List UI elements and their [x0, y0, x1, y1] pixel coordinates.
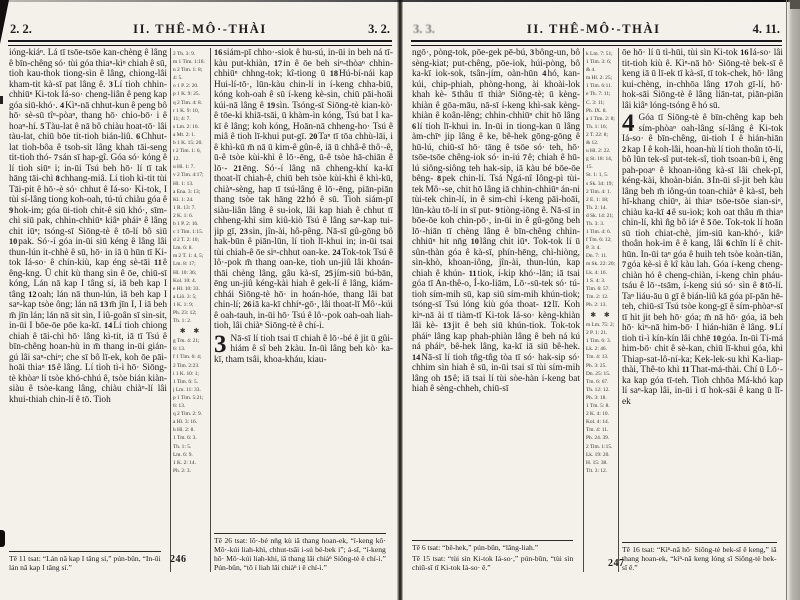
- verse-text: ê êng-kng. Ū chit kù thang sìn ê ōe, chiū-sī kóng, Lán nā kap I tâng sí, iā beh kap I tâng: [9, 258, 167, 300]
- verse-text: Tàu-lat ê nā bô chiàu hoat-tō· lâi tàu-lat, chiū bōe tit-tioh bián-liû.: [9, 121, 167, 142]
- verse-text: sìn. Tsóng-sī Siōng-tè kian-kò· ê tōe-ki khiā-tsāi, ū khàm-ìn kóng, Tsú bat I ka-kī ê lâng; koh kóng, Hoān-nā chheng-ho· Tsú ê miâ ê tioh lī-khui put-gī.: [214, 100, 393, 142]
- reference-entry: Tit. 3: 12.: [586, 467, 608, 474]
- reference-entry: 1 K. 2: 14.: [173, 459, 196, 466]
- reference-entry: Th. 12: 12.: [586, 386, 610, 393]
- verse-paragraph: [214, 48, 393, 332]
- reference-entry: 2 P. 1: 21.: [586, 330, 608, 337]
- reference-entry: t 2 Tim. 1: 6,: [173, 148, 201, 155]
- verse-number: 16: [740, 48, 749, 57]
- reference-entry: 12.: [173, 156, 180, 163]
- verse-paragraph: [622, 110, 783, 407]
- verse-text: ngō·, pòng-tok, pōe-gek pē-bú,: [412, 48, 528, 58]
- verse-text: oah; lán nā thun-lún, iā beh kap I saⁿ-kap tsòe ông; lán nā: [9, 289, 167, 310]
- verse-number: 10: [9, 237, 18, 246]
- reference-entry: g Tm. 4: 21;: [173, 338, 200, 345]
- verse-text: Iá-so· lâi tit-tioh kiù ê. Kìⁿ-nā hō· Siōng-tè bek-sī ê keng iā ū lī-ek tī kà-sī, tī tok-chek, hō· lâng kui-chèng, in-chhōa lâng: [622, 48, 783, 90]
- reference-entry: Lm. 6: 8.: [173, 245, 193, 252]
- reference-entry: 1 Tim. 6: 3.: [586, 338, 612, 345]
- reference-entry: q 2 Tim. 2: 9.: [173, 411, 203, 418]
- text-column: [622, 48, 783, 572]
- verse-text: Hú-bí-nái kap Hui-lí-tō·, lūn-kàu chin-lí in í-keng chha-biū, kóng koh-oah ê sū í-keng kè-sin, chiū pāi-hoāi kúi-nā lâng ê: [214, 69, 393, 111]
- verse-text: thâu tī thiàⁿ Siōng-tè; ū kèng-khiàn ê gōa-māu, nā-sī í-keng khì-sak kèng-khiàn ê koân-lêng; chhin-chhiūⁿ chit hō lâng: [412, 90, 580, 121]
- scripture-text: [622, 48, 783, 542]
- page-end-reference: 3. 2.: [368, 22, 390, 36]
- reference-entry: Lm. 6: 9.: [173, 451, 193, 458]
- verse-number: 10: [470, 237, 479, 246]
- right-page-body: [412, 48, 783, 572]
- verse-text: pek chin-lí. Tsá Ngá-nî Iông-pì tùi-tek Mô·-se, chit hō lâng iā chhin-chhiūⁿ án-ni tùi-tek chin-lí, in ê sim-chì í-keng pāi-hoāi, lūn-kàu tō-lí in sī put-: [412, 174, 580, 216]
- verse-number: 17: [273, 58, 283, 68]
- reference-entry: P. 3: 4.: [586, 245, 601, 252]
- reference-entry: Tm. 2: 12.: [586, 293, 609, 300]
- verse-text: ōe. Tok-tok lí hoān sū tioh chiat-chè, jím-siū kan-khó·, kiâⁿ thoân hok-im ê ê kang, lâi: [622, 218, 783, 249]
- reference-entry: 1 K. 1: 9;: [173, 301, 194, 308]
- verse-text: iā ka-kī chhíⁿ-gō·, lâi thoat-lī Mô·-kúi ê oah-tauh, in-ūi hō· Tsú ê lô·-pok oah-oah liah-tioh, lâi chiàⁿ Siōng-tè ê chí-ì.: [214, 300, 393, 331]
- reference-entry: v 2 Tim. 4:17;: [173, 172, 204, 179]
- verse-text: Tok-tok Tsú ê lô·-pok m̄ thang oan-ke, tioh un-jiû lâi khoán-thāi chèng lâng, gâu kà-sī,: [214, 247, 393, 279]
- reference-entry: 1 Tim. 6: 5.: [173, 378, 199, 385]
- reference-entry: Ph. 24. 39.: [586, 435, 610, 442]
- verse-number: 14: [104, 321, 113, 330]
- verse-text: tō-lí. Taⁿ liáu-āu ū gī ê bián-liû kā góa pī-pān hē-teh, chiū-sī Tsú tsòe kong-gī ê sím-phòaⁿ-sī tī hit jit beh hō· góa; m̄ nā hō· góa, iā beh hō· kìⁿ-nā him-bō· I hián-hiān ê lâng.: [622, 281, 783, 333]
- reference-entry: Kl. 1: 24.: [173, 196, 194, 203]
- reference-entry: Tm. 6: 67.: [586, 378, 609, 385]
- reference-entry: f Tm. 6: 12;: [586, 237, 612, 244]
- reference-entry: p 1 Tim. 5:21;: [173, 394, 204, 401]
- scripture-text: [412, 48, 580, 540]
- verse-text: hok-im; góa ūi-tioh chit-ê siū khó·, sīm-chì siū pak, chhin-chhiūⁿ kiâⁿ pháiⁿ ê lâng chit iūⁿ; tsóng-sī Siōng-tè ê tō-lí bô siū: [9, 205, 167, 237]
- page-end-reference: 4. 11.: [752, 22, 780, 36]
- reference-entry: 1 Tim. 4: 6.: [586, 229, 612, 236]
- reference-entry: 6: 13.: [173, 403, 186, 410]
- verse-number: 7: [622, 260, 627, 269]
- reference-entry: Tm. 4: 11.: [586, 427, 609, 434]
- verse-text: jit ê beh siū khún-tiok. Tok-tok pháiⁿ lâng kap phah-phiàn lâng ê beh ná kú ná pháiⁿ, bê-hek lâng, ka-kī iā siū bê-hek.: [412, 321, 580, 352]
- verse-number: 7: [53, 153, 59, 162]
- verse: [412, 48, 530, 58]
- reference-entry: H. 15: 38.: [586, 459, 608, 466]
- verse-number: 2: [622, 144, 627, 154]
- reference-entry: 1 Tim. 6:11.: [586, 83, 613, 90]
- reference-entry: 2 Tim. 4: 1.: [586, 188, 612, 195]
- reference-entry: j Lm. 11: 33.: [173, 386, 201, 393]
- verse-number: 12: [28, 289, 37, 299]
- reference-entry: ✱ ✱: [590, 311, 613, 319]
- scan-edge-mark: [0, 96, 3, 104]
- verse-number: 9: [495, 205, 500, 215]
- cross-references-column: [170, 48, 211, 572]
- reference-entry: 2 T. 22: 8;: [586, 131, 608, 138]
- verse-text: Góa tī Siōng-tè ê bīn-chêng kap beh sím-phòaⁿ oah-lâng sí-lâng ê Ki-tok Iá-so· ê bīn-chêng, ūi-tioh I ê hián-hiān: [622, 113, 783, 144]
- reference-entry: Ph. IX. 8.: [586, 107, 607, 114]
- left-page-body: [9, 48, 393, 572]
- verse-number: 5: [451, 90, 457, 99]
- reference-entry: b 1 K. 15: 20.: [173, 140, 203, 147]
- verse-number: 22: [296, 195, 306, 204]
- footnote: Tē 26 tsat: lō·-bé nn̄g kù iā thang hoan-ek, “í-keng kō· Mô·-kúi liah-khì, chhut-tsāi i-sú bé-bek i”; á-sī, “í-keng hō· Mô·-kúi liah-khì, iā thang lâi chiàⁿ Siōng-tè ê chí-ì.” Pún-bûn, “tō í liah lâi chiàⁿ i ê chí-ì.”: [214, 536, 386, 572]
- verse-text: hó, kan-kúi, chip-phiah, phòng-hong, ài khoài-lok khah kè-: [412, 69, 580, 100]
- verse-number: 8: [55, 174, 60, 183]
- reference-entry: & 12.: [586, 140, 599, 147]
- reference-entry: p 1 K. 9: 25.: [173, 91, 200, 98]
- verse-text: chhang-miâ. Lí tioh kì-tit tùi Tāi-pit ê hō·-è só· chhut ê Iá-so· Ki-tok, I tùi sí-lâng tiong koh-oah, tú-tú chiàu góa ê: [9, 174, 167, 205]
- reference-entry: 1 Tim. 3: 6;: [586, 59, 612, 66]
- verse-number: 16: [214, 48, 223, 57]
- verse-number: 11: [468, 268, 477, 278]
- chapter-number: 3: [214, 330, 227, 358]
- verse-text: lī. Koh kìⁿ-nā ài tī tiàm-tī Ki-tok Iá-so· kèng-khiàn lâi kè-: [412, 300, 580, 331]
- header-rule: [411, 40, 782, 46]
- verse-number: 3: [706, 176, 712, 185]
- reference-entry: i 1 K. 10: 1;: [173, 370, 199, 377]
- reference-entry: C. 3: 11;: [586, 99, 605, 106]
- footnotes: [622, 542, 777, 572]
- verse-text: m̄ jīn I, I iā beh m̄ jīn lán; lán nā sit sìn, I iû-goân sī sìn-sit, in-ūi I bōe-ōe pōe ka-kī.: [9, 300, 167, 331]
- scan-edge-mark: [0, 530, 5, 547]
- reference-entry: & 4.: [586, 67, 596, 74]
- right-page-running-head: [413, 22, 780, 37]
- reference-entry: a Mt. 2: 1.: [173, 131, 196, 138]
- verse-text: chīn lí ê chit-hūn. In-ūi taⁿ góa ê huih teh tsòe koàn-tiān,: [622, 239, 783, 260]
- reference-entry: Th. 3: 3.: [586, 220, 605, 227]
- verse-number: 20: [309, 132, 318, 141]
- verse-number: 25: [324, 268, 334, 278]
- left-page-running-head: [10, 22, 390, 37]
- footnote: Tē 16 tsat: “Kìⁿ-nā hō· Siōng-tè bek-sī ê keng,” iā thang hoan-ek, “kìⁿ-nā keng lóng sī Siōng-tè bek-sī ê.”: [622, 545, 777, 572]
- scripture-text: [9, 48, 167, 551]
- page-start-reference: 3. 3.: [413, 22, 435, 36]
- verse-paragraph: [214, 330, 393, 366]
- verse-text: Lí tioh tì-ì kín-kín lâi chhē: [622, 323, 783, 344]
- reference-entry: 2 Tim. 2:23.: [173, 362, 200, 369]
- verse-text: ióng-kiáⁿ. Lá tī tsōe-tsōe kan-chèng ê lâng ê bīn-chêng só· tùi góa thiaⁿ-kìⁿ chiah ê sū, tioh kau-thok tiong-sìn ê lâng, chiong-lâi kham-tit kà-sī pat lâng ê.: [9, 48, 167, 90]
- reference-entry: m 1 Tim. 1:18.: [173, 59, 205, 66]
- verse-number: 8: [437, 174, 442, 183]
- verse-text: ê su-iok; koh oat thâu m̄ thiaⁿ chin-lí, khì n̂g bô iáⁿ ê: [622, 207, 783, 228]
- verse-text: ēng. Só·-í lâng nā chheng-khí ka-kī thoat-lī chiah-ê, chiū beh tsòe kùi-khì ê khì-kū, chiàⁿ-sèng, hap tī tsú-lâng ê lō·-ēng, piān-piān thang tsòe tak hāng: [214, 163, 393, 205]
- verse-number: 23: [239, 226, 248, 236]
- reference-entry: a Ena. 3: 13;: [173, 188, 201, 195]
- reference-entry: 4: 5.: [173, 75, 183, 82]
- verse-number: 13: [442, 321, 452, 330]
- reference-entry: d 2 T. 2: 10;: [173, 237, 200, 244]
- verse-text: pak. Só·-í góa in-ūi siū kéng ê lâng lâi thun-lún it-chhè ê sū, hō· in iā ū hūn tī Ki-tok Iá-so· ê chín-kiù, kap éng sè-tāi: [9, 237, 167, 268]
- reference-entry: u Hl. 1: 7.: [173, 164, 195, 171]
- page-number: 246: [170, 554, 187, 565]
- reference-entry: Ph. 3: 25.: [586, 362, 607, 369]
- reference-entry: 11; 4: 7.: [173, 115, 191, 122]
- footnote: Tē 11 tsat: “Lán nā kap I tâng sí,” pún-bûn, “In-ūi lán nā kap I tâng sí.”: [9, 554, 161, 572]
- reference-entry: f 1 Tim. 6: 4;: [173, 354, 202, 361]
- page-start-reference: 2. 2.: [10, 22, 32, 36]
- verse-text: That-má-thài. Chí ū Lō·-ka kap góa tī-teh. Tioh chhōa Má-khó kap lí saⁿ-kap lâi, in-ūi i tī hok-sāi ê kang ū lī-ek: [622, 365, 783, 407]
- verse-number: 5: [707, 218, 712, 227]
- footnotes: [412, 540, 573, 572]
- verse-text: hó ê sū. Tioh siám-pī siàu-liân lâng ê su-iok, lâi kap hiah ê chhut tī chheng-khì sim kiû-kiò Tsú ê lâng saⁿ-kap tui-jip gī,: [214, 195, 393, 237]
- verse-number: 3: [108, 79, 113, 89]
- reference-entry: m Lm. 75: 2;: [586, 322, 615, 329]
- reference-entry: Th. 1: 16;: [586, 123, 608, 130]
- text-column: [412, 48, 580, 572]
- reference-entry: 1 S. 4: 3.: [586, 277, 606, 284]
- reference-entry: b 1 P. 2: 16.: [173, 220, 199, 227]
- verse-number: 6: [412, 121, 417, 131]
- verse-text: kàu. In-ūi lâng beh kò· ka-kī, tham tsâi, khoa-kháu, kiau-: [214, 344, 393, 365]
- reference-entry: 2 E. 1: 18;: [586, 196, 609, 203]
- verse-number: 8: [760, 281, 765, 290]
- text-column: [9, 48, 167, 572]
- reference-entry: g St. 18: 14,: [586, 156, 613, 163]
- verse-number: 7: [522, 153, 527, 162]
- verse-number: 14: [412, 352, 421, 362]
- chapter-number: 4: [622, 110, 635, 137]
- verse-text: sìn, jîn-ài, hô-pêng. Nā-sī gû-gōng bô hak-būn ê piān-lūn, lí tioh lī-khui in; in-ūi tsai tùi chiah-ê ōe siⁿ-chhut oan-ke.: [214, 226, 393, 258]
- reference-entry: n 2 Tim. 1: 8;: [173, 67, 203, 74]
- reference-entry: e Hl. 10: 33.: [173, 285, 200, 292]
- reference-entry: 1 Tm. 6: 3.: [173, 435, 197, 442]
- verse-text: siám-pī chho·-siok ê hu-sú, in-ūi in beh ná tī-kàu put-khiàn,: [214, 48, 393, 69]
- verse-text: góa kè-sì ê kî kàu lah. Góa í-keng cheng-chiàn hó ê cheng-chiàn, í-keng chìn pháu-tsáu ê lō·-tsām, í-keng siú só· sìn ê: [622, 260, 783, 291]
- reference-entry: m Hl. 2: 25;: [586, 75, 613, 82]
- verse-number: 5: [40, 121, 45, 131]
- reference-entry: Ph. 2: 13.: [586, 301, 607, 308]
- verse-text: lâng chit iūⁿ. Tok-tok lí ū sûn-thàn góa ê kà-sī, phín-hēng, chì-hiòng, sìn-khò, khoan-iông, jîn-ài, thun-lún, kap chiah ê khún-: [412, 237, 580, 279]
- reference-entry: Lk. 19: 20.: [586, 451, 610, 458]
- reference-entry: 2 K. 1: 6.: [173, 212, 194, 219]
- reference-entry: Hl. 10: 36;: [173, 269, 197, 276]
- reference-entry: Dn. 25: 15.: [586, 370, 611, 377]
- reference-entry: q 2 Tim. 4: 8.: [173, 99, 203, 106]
- verse-number: 15: [47, 363, 56, 372]
- verse-text: ōe hō· lí ū tì-hūi, tùi sìn Ki-tok: [622, 48, 738, 58]
- reference-entry: Ph. 3: 18.: [586, 394, 607, 401]
- footnotes: [214, 533, 386, 572]
- verse-number: 11: [154, 258, 162, 267]
- header-rule: [8, 40, 392, 46]
- verse-number: 4: [666, 207, 671, 217]
- verse-text: Nā-sī lí tioh tn̂g-tn̂g tòa tī só· hak-sip só· chhim sìn hiah ê sū, in-ūi tsai sī tùi sím-mih lâng oh: [412, 352, 580, 384]
- reference-entry: d Sk. 14: 21;: [586, 212, 614, 219]
- verse-paragraph: [622, 48, 783, 111]
- reference-entry: e Th. 7: 11;: [586, 91, 611, 98]
- reference-entry: 2 K. 4: 10.: [586, 411, 609, 418]
- reference-entry: a Liō. 3: 5;: [173, 293, 197, 300]
- verse-number: 15: [443, 373, 452, 383]
- verse-paragraph: [412, 48, 580, 395]
- verse-text: Chhut-lat tioh-bôa ê tsoh-sit lâng khah tāi-seng tit-tioh thó-: [9, 132, 167, 163]
- verse-text: Lí tioh chiong chiah ê tāi-chì hō· lâng kì-tit, iā tī Tsú ê bīn-chêng hoan-hù in m̄ thang in-ūi gián-gú lâi saⁿ-chiⁿ; che sī bô lī-ek, koh ōe pāi-hoāi thiaⁿ: [9, 321, 167, 373]
- verse: [622, 48, 740, 58]
- reference-entry: Th. 2: 14.: [586, 204, 607, 211]
- verse-number: 24: [332, 247, 341, 257]
- verse: [9, 237, 167, 268]
- book-title: II. THÊ-MÔ·-THÀI: [133, 22, 267, 36]
- scan-corner-mark: [790, 0, 800, 9]
- reference-entry: Kol. 10: 4.: [173, 277, 197, 284]
- reference-entry: Tm. 4: 13.: [586, 354, 609, 361]
- reference-entry: a Hl. 3: 16.: [173, 419, 198, 426]
- footnote: Tē 6 tsat: “bê-hek,” pún-bûn, “lâng-liah.”: [412, 543, 539, 552]
- right-page: [403, 0, 788, 600]
- reference-entry: 15.: [586, 164, 593, 171]
- scan-top-edge: [0, 0, 800, 2]
- reference-entry: m 2 T. 1: 4, 5;: [173, 253, 204, 260]
- verse-text: Taⁿ tī tōa chhù-lāi, i ê khì-kū m̄ nā ū kim-ê gûn-ê, iā ū chhâ-ê thô·-ê, ū-ê tsòe kùi-khì ê lō·-ēng, ū-ê tsòe hā-chiān ê lō·-: [214, 132, 393, 174]
- footnotes: [9, 551, 161, 572]
- verse-number: 4: [542, 69, 547, 78]
- reference-entry: 2 Tim. 1:15.: [586, 443, 613, 450]
- verse-text: ê; chiah ê hū-lú siông-siông teh hak-sip, iā kàu bé bōe-ōe bêng-: [412, 153, 580, 184]
- verse: [622, 110, 783, 144]
- verse-number: 6: [136, 132, 141, 141]
- verse-text: sán sī hap-gî. Góa só· kóng ê lí tioh siūⁿ i; in-ūi Tsú beh hō· lí tī tak hāng tāi-chì: [9, 153, 167, 184]
- reference-entry: k Lm. 7: 51;: [586, 51, 613, 57]
- verse-text: bông-un, bô sèng-kiat; put-chêng, pōe-iok, húi-pòng, bô ka-kī iok-sok, tsân-jím, oàn-hūn: [412, 48, 580, 79]
- reference-entry: s Sk. 34: 19;: [586, 180, 613, 187]
- reference-entry: u Hl. 2: 22.: [586, 148, 611, 155]
- reference-entry: Lk. 4: 16.: [586, 269, 607, 276]
- verse-text: in ê ōe beh siⁿ-thòaⁿ chhin-chhiūⁿ chhng-tok; kî-tiong ū: [214, 58, 393, 79]
- verse-text: tiòng-iōng ê. Nā-sī in bōe-ōe koh chìn-pō·, in-ūi in ê gû-gōng beh lō·-hiān tī chèng lâng ê bīn-chêng chhin-chhiūⁿ hit nn̄g: [412, 205, 580, 247]
- verse-text: ê; iā tsai lí tùi sòe-hàn í-keng bat hiah ê sèng-chheh, chiū-sī: [412, 373, 580, 394]
- binding-gutter-shadow: [397, 0, 403, 600]
- verse-number: 26: [243, 300, 252, 309]
- reference-entry: r 1 K. 9: 10,: [173, 107, 200, 114]
- reference-entry: Hl. 1: 13.: [173, 180, 194, 187]
- reference-entry: Tim. 6: 57.: [586, 285, 610, 292]
- verse-number: 17: [724, 79, 733, 89]
- text-column: [214, 48, 393, 572]
- left-page: [0, 0, 398, 600]
- reference-entry: 2 Th. 3: 9.: [173, 51, 196, 57]
- reference-entry: ✱ ✱: [179, 327, 203, 336]
- verse-number: 11: [681, 365, 690, 374]
- verse-text: jím-siū bú-bān, ēng un-jiû kéng-kài hiah ê gek-lí ê lâng, kiám-chhái Siōng-tè hō· in hoán-hóe, thang lâi bat chin-lí;: [214, 268, 393, 310]
- verse-text: oh gī-lí, hō· hok-sāi Siōng-tè ê lâng liān-tat, piān-piān lâi kiâⁿ lóng-tsóng ê hó sū.: [622, 79, 783, 111]
- verse-text: Nā-sī lí tioh tsai tī chiah ê lō·-bé ê jit ū gûi-hiám ê sî beh: [230, 333, 393, 354]
- verse: [9, 206, 167, 237]
- verse-number: 13: [99, 300, 109, 309]
- verse-number: 6: [726, 239, 731, 248]
- reference-entry: 6: 13.: [173, 346, 186, 353]
- reference-entry: o 1 P. 2: 20.: [173, 83, 199, 90]
- verse-text: lí tioh lī-khui in. In-ūi in tiong-kan ū lâng àm-chīⁿ jip lâng ê ke, bê-hek gōng-gōng ê hū-lú, chiū-sī hō· tāng ê tsōe só· teh, hō· tsōe-tsōe chêng-iok só· in-iú: [412, 121, 580, 163]
- page-number: 247: [608, 558, 625, 569]
- verse-number: 2: [285, 344, 290, 353]
- reference-entry: a 1 Tim. 2: 8;: [586, 115, 615, 122]
- reference-entry: Th. 1: 2.: [173, 318, 192, 325]
- verse: [622, 260, 783, 291]
- verse-number: 19: [266, 100, 276, 110]
- book-title: II. THÊ-MÔ·-THÀI: [526, 22, 661, 36]
- verse-text: Kìⁿ-nā chhut-kun ê peng bô hō· sè-sū tîⁿ-pòaⁿ, thang hō· chio-bō· i ê hoaⁿ-hí.: [9, 100, 167, 132]
- verse-number: 18: [329, 69, 338, 78]
- verse-number: 4: [60, 100, 65, 110]
- verse-text: kap I ê koh-lâi, hoan-hù lí tioh thoân tō-lí, bô lūn tek-sî put-tek-sî, tioh tsoan-bū i, ēng pah-poaⁿ ê khoan-iông kà-sī lâi chek-pī, kéng-kài, khoàn-bián.: [622, 144, 783, 186]
- verse-text: góa. In-ūi Tí-má him-bō· chit ê sè-kan, chiū lī-khui góa, khì Thiap-sat-lô-ní-ka; Kek-lek-su khì Ka-liap-thài, Thê-to khì: [622, 333, 783, 375]
- verse-number: 21: [233, 163, 242, 173]
- reference-entry: Th. 1: 5.: [173, 443, 192, 450]
- verse-number: 9: [769, 323, 774, 332]
- reference-entry: Ph. 23: 12;: [173, 310, 197, 316]
- verse-number: 3: [529, 48, 535, 57]
- reference-entry: Dn. 7: 11.: [586, 253, 608, 260]
- reference-entry: s Lm. 2: 16.: [173, 123, 199, 130]
- verse-text: tiok, í-kip khó·-lān; iā tsai góa tī An-thê-o, Í-ko-liām, Lō·-sū-tek só· tú-tioh sím-mih sū, kap siū sím-mih khún-tiok; tsóng-sī Tsú lóng kiù góa thoat-: [412, 268, 580, 310]
- reference-entry: St. 1: 1, 5.: [586, 172, 609, 179]
- verse-text: Lí tioh chhin-chhiūⁿ Ki-tok Iá-so· cheng-liân ê peng kap góa siū-khó·.: [9, 79, 167, 111]
- verse-paragraph: [9, 48, 167, 405]
- verse-number: 10: [712, 333, 721, 343]
- footnote: Tē 15 tsat: “tùi sìn Ki-tok Iá-so·,” pún-bûn, “tùi sìn chiū-sī tī Ki-tok Iá-so· ê.”: [412, 554, 574, 572]
- reference-entry: Kol. 4: 14.: [586, 419, 610, 426]
- reference-entry: m Sk. 22: 20;: [586, 261, 616, 268]
- verse-number: 9: [9, 205, 14, 215]
- scripture-text: [214, 48, 393, 533]
- reference-entry: c 1 Tim. 1:15.: [173, 229, 204, 236]
- reference-entry: h Hl. 2: 8.: [173, 427, 195, 434]
- reference-entry: 1 R. 13: 7.: [173, 204, 196, 211]
- verse-text: ê lâng. Lí tioh tì-ì hō· Siōng-tè khòaⁿ lí tsòe khó-chhú ê, tsòe bián kiàn-siàu ê tsòe-kang lâng, chiàu chiàⁿ-lí lâi khui-thiah chin-lí ê tō. Tioh: [9, 363, 167, 405]
- scan-page-edge: [786, 0, 800, 600]
- verse-text: In-ūi sî-jit beh kàu lâng beh m̄ iông-ún toan-chiàⁿ ê kà-sī, beh hī-khang chiūⁿ, ài thiaⁿ tsōe-tsōe sian-siⁿ, chiàu ka-kī: [622, 176, 783, 218]
- reference-entry: 1 Tm. 5: 8.: [586, 403, 610, 410]
- reference-entry: Lm. 8: 17;: [173, 261, 196, 268]
- reference-entry: Lk. 2: 46.: [586, 346, 607, 353]
- verse-number: 12: [543, 300, 552, 309]
- cross-references-column: [583, 48, 619, 572]
- reference-entry: Ph. 2: 3.: [173, 467, 191, 474]
